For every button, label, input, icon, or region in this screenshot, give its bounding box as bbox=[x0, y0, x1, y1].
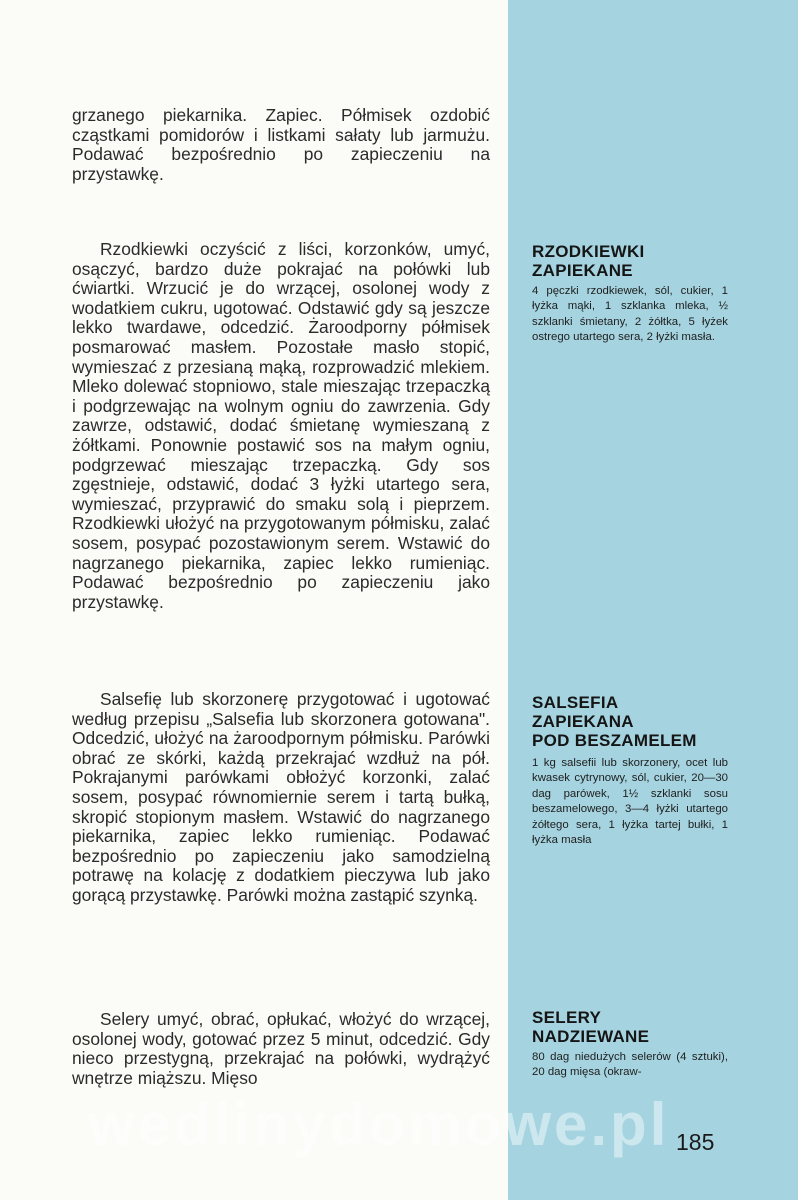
recipe-title-selery bbox=[532, 1008, 782, 1046]
recipe-title-line: NADZIEWANE bbox=[532, 1027, 650, 1046]
recipe-instructions-rzodkiewki: Rzodkiewki oczyścić z liści, korzonków, umyć, osączyć, bardzo duże pokrajać na połówki lub ćwiartki. Wrzucić je do wrzącej, osolonej wody z wodatkiem cukru, ugotować. Odstawić gdy są jeszcze lekko twardawe, odcedzić. Żaroodporny półmisek posmarować masłem. Pozostałe masło stopić, wymieszać z przesianą mąką, rozprowadzić mlekiem. Mleko dolewać stopniowo, stale mieszając trzepaczką i podgrzewając na wolnym ogniu do zawrzenia. Gdy zawrze, odstawić, dodać śmietanę wymieszaną z żółtkami. Ponownie postawić sos na małym ogniu, podgrzewać mieszając trzepaczką. Gdy sos zgęstnieje, odstawić, dodać 3 łyżki utartego sera, wymieszać, przyprawić do smaku solą i pieprzem. Rzodkiewki ułożyć na przygotowanym półmisku, zalać sosem, posypać pozostawionym serem. Wstawić do nagrzanego piekarnika, zapiec lekko rumieniąc. Podawać bezpośrednio po zapieczeniu jako przystawkę. bbox=[72, 239, 490, 612]
recipe-title-line: RZODKIEWKI bbox=[532, 242, 645, 261]
recipe-title-line: SALSEFIA bbox=[532, 693, 619, 712]
recipe-ingredients-salsefia: 1 kg salsefii lub skorzonery, ocet lub kwasek cytrynowy, sól, cukier, 20—30 dag parówek, 1½ szklanki sosu beszamelowego, 3—4 łyżki utartego żółtego sera, 1 łyżka tartej bułki, 1 łyżka masła bbox=[532, 757, 728, 847]
recipe-title-line: ZAPIEKANA bbox=[532, 712, 634, 731]
recipe-title-line: POD BESZAMELEM bbox=[532, 731, 697, 750]
recipe-instructions-salsefia: Salsefię lub skorzonerę przygotować i ugotować według przepisu „Salsefia lub skorzonera gotowana". Odcedzić, ułożyć na żaroodpornym półmisku. Parówki obrać ze skórki, każdą przekrajać wzdłuż na pół. Pokrajanymi parówkami obłożyć korzonki, zalać sosem, posypać równomiernie serem i tartą bułką, skropić stopionym masłem. Wstawić do nagrzanego piekarnika, zapiec lekko rumieniąc. Podawać bezpośrednio po zapieczeniu jako samodzielną potrawę na kolację z dodatkiem pieczywa lub jako gorącą przystawkę. Parówki można zastąpić szynką. bbox=[72, 689, 490, 905]
recipe-title-salsefia bbox=[532, 693, 782, 750]
watermark: wedlinydomowe.pl bbox=[88, 1091, 670, 1158]
recipe-instructions-selery: Selery umyć, obrać, opłukać, włożyć do wrzącej, osolonej wody, gotować przez 5 minut, odcedzić. Gdy nieco przestygną, przekrajać na połówki, wydrążyć wnętrze miąższu. Mięso bbox=[72, 1009, 490, 1088]
intro-paragraph: grzanego piekarnika. Zapiec. Półmisek ozdobić cząstkami pomidorów i listkami sałaty lub jarmużu. Podawać bezpośrednio po zapieczeniu na przystawkę. bbox=[72, 105, 490, 184]
recipe-title-line: ZAPIEKANE bbox=[532, 261, 633, 280]
recipe-title-rzodkiewki bbox=[532, 242, 782, 280]
recipe-title-line: SELERY bbox=[532, 1008, 602, 1027]
page-number: 185 bbox=[676, 1129, 715, 1155]
recipe-ingredients-selery: 80 dag niedużych selerów (4 sztuki), 20 dag mięsa (okraw- bbox=[532, 1051, 728, 1079]
recipe-ingredients-rzodkiewki: 4 pęczki rzodkiewek, sól, cukier, 1 łyżka mąki, 1 szklanka mleka, ½ szklanki śmietany, 2 żółtka, 5 łyżek ostrego utartego sera, 2 łyżki masła. bbox=[532, 285, 728, 344]
